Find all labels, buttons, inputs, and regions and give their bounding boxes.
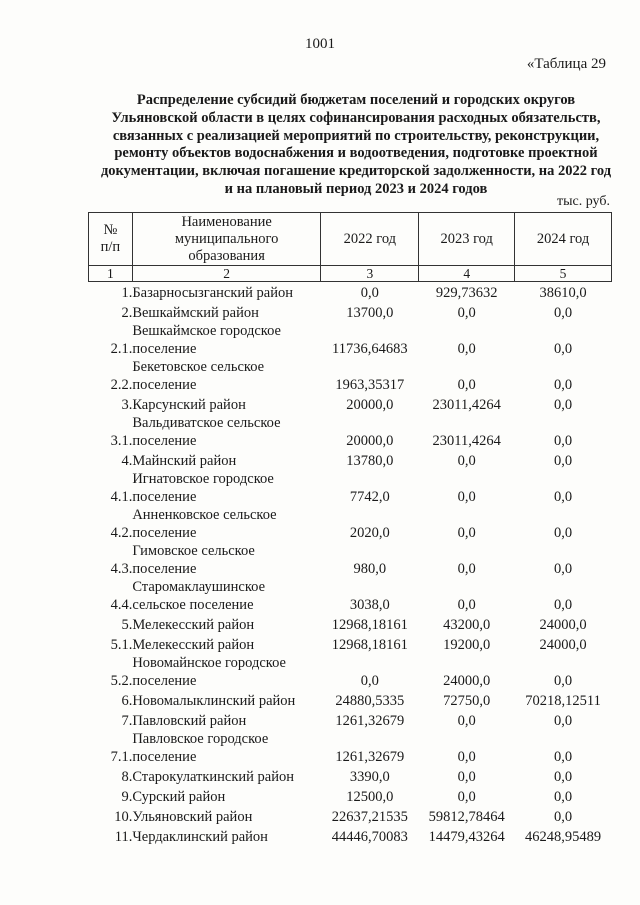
municipality-name-line: поселение xyxy=(132,377,197,393)
table-row xyxy=(89,806,612,826)
row-number: 6. xyxy=(121,693,133,709)
municipality-name-line: сельское поселение xyxy=(132,597,254,613)
value-2023: 0,0 xyxy=(457,377,476,393)
value-2023: 0,0 xyxy=(457,597,476,613)
municipality-name xyxy=(132,302,321,322)
row-number: 2.1. xyxy=(110,341,133,357)
column-index: 1 xyxy=(89,266,133,282)
value-2023: 0,0 xyxy=(457,305,476,321)
municipality-name-line: поселение xyxy=(132,749,197,765)
value-2024: 0,0 xyxy=(553,809,573,825)
municipality-name-line: Мелекесский район xyxy=(132,617,255,633)
municipality-name-line: Павловское городское xyxy=(132,731,269,747)
table-row xyxy=(89,634,612,654)
municipality-name xyxy=(132,414,321,450)
value-2022: 0,0 xyxy=(360,673,379,689)
document-title: Распределение субсидий бюджетам поселений и городских округов Ульяновской области в целях софинансирования расходных обязательств, связанных с реализацией мероприятий по строительству, реконструкции, ремонту объектов водоснабжения и водоотведения, подготовке проектной документации, включая погашение кредиторской задолженности, на 2022 год и на плановый период 2023 и 2024 годов xyxy=(100,92,612,197)
value-2022: 13700,0 xyxy=(346,305,394,321)
value-2022: 44446,70083 xyxy=(331,829,408,845)
value-2022: 0,0 xyxy=(360,285,379,301)
header-number-line: п/п xyxy=(100,239,121,255)
municipality-name-line: Старокулаткинский район xyxy=(132,769,294,785)
value-2023: 19200,0 xyxy=(443,637,491,653)
header-2022: 2022 год xyxy=(321,213,419,266)
header-number xyxy=(89,213,133,266)
municipality-name xyxy=(132,358,321,394)
table-row xyxy=(89,450,612,470)
row-number: 5.2. xyxy=(110,673,133,689)
value-2022: 12968,18161 xyxy=(331,637,408,653)
value-2024: 0,0 xyxy=(553,341,573,357)
value-2024: 0,0 xyxy=(553,453,573,469)
row-number: 2.2. xyxy=(110,377,133,393)
value-2024: 0,0 xyxy=(553,673,573,689)
value-2022: 13780,0 xyxy=(346,453,394,469)
value-2024: 0,0 xyxy=(553,561,573,577)
value-2023: 23011,4264 xyxy=(432,433,501,449)
value-2023: 0,0 xyxy=(457,525,476,541)
value-2022: 22637,21535 xyxy=(331,809,408,825)
value-2022: 24880,5335 xyxy=(335,693,405,709)
municipality-name-line: Карсунский район xyxy=(132,397,246,413)
row-number: 2. xyxy=(121,305,133,321)
value-2024: 24000,0 xyxy=(539,617,587,633)
municipality-name xyxy=(132,506,321,542)
page-number: 1001 xyxy=(305,36,335,52)
municipality-name-line: Анненковское сельское xyxy=(132,507,277,523)
municipality-name-line: Новомалыклинский район xyxy=(132,693,296,709)
row-number: 4. xyxy=(121,453,133,469)
value-2023: 0,0 xyxy=(457,489,476,505)
table-row xyxy=(89,470,612,506)
value-2024: 0,0 xyxy=(553,769,573,785)
municipality-name xyxy=(132,282,321,303)
municipality-name xyxy=(132,470,321,506)
value-2024: 0,0 xyxy=(553,377,573,393)
value-2023: 24000,0 xyxy=(443,673,491,689)
row-number: 4.3. xyxy=(110,561,133,577)
municipality-name xyxy=(132,634,321,654)
value-2022: 2020,0 xyxy=(349,525,390,541)
row-number: 4.1. xyxy=(110,489,133,505)
value-2023: 72750,0 xyxy=(443,693,491,709)
municipality-name xyxy=(132,654,321,690)
municipality-name xyxy=(132,826,321,846)
subsidy-table xyxy=(88,212,612,846)
municipality-name-line: поселение xyxy=(132,673,197,689)
municipality-name xyxy=(132,786,321,806)
value-2024: 0,0 xyxy=(553,305,573,321)
value-2024: 46248,95489 xyxy=(524,829,602,845)
value-2024: 0,0 xyxy=(553,525,573,541)
value-2024: 24000,0 xyxy=(539,637,587,653)
municipality-name-line: Базарносызганский район xyxy=(132,285,294,301)
row-number: 4.2. xyxy=(110,525,133,541)
table-row xyxy=(89,506,612,542)
municipality-name-line: поселение xyxy=(132,525,197,541)
value-2023: 929,73632 xyxy=(435,285,498,301)
value-2023: 0,0 xyxy=(457,713,476,729)
municipality-name-line: поселение xyxy=(132,489,197,505)
value-2023: 59812,78464 xyxy=(428,809,505,825)
table-row xyxy=(89,786,612,806)
value-2023: 0,0 xyxy=(457,789,476,805)
municipality-name-line: Павловский район xyxy=(132,713,247,729)
value-2022: 1261,32679 xyxy=(335,713,405,729)
table-row xyxy=(89,710,612,730)
value-2023: 0,0 xyxy=(457,453,476,469)
value-2024: 0,0 xyxy=(553,789,573,805)
header-name-line: Наименование xyxy=(181,213,272,230)
table-row xyxy=(89,542,612,578)
table-row xyxy=(89,282,612,303)
value-2022: 7742,0 xyxy=(349,489,390,505)
table-row xyxy=(89,302,612,322)
value-2022: 20000,0 xyxy=(346,433,394,449)
table-header-row xyxy=(89,213,612,266)
row-number: 3. xyxy=(121,397,133,413)
column-index: 5 xyxy=(515,266,612,282)
value-2022: 11736,64683 xyxy=(332,341,408,357)
municipality-name xyxy=(132,542,321,578)
table-row xyxy=(89,614,612,634)
municipality-name xyxy=(132,766,321,786)
row-number: 5. xyxy=(121,617,133,633)
value-2023: 43200,0 xyxy=(443,617,491,633)
value-2023: 0,0 xyxy=(457,749,476,765)
value-2024: 0,0 xyxy=(553,433,573,449)
header-name-line: муниципального xyxy=(174,230,279,247)
value-2023: 0,0 xyxy=(457,769,476,785)
header-name-line: образования xyxy=(188,247,265,264)
header-2024: 2024 год xyxy=(515,213,612,266)
municipality-name-line: Мелекесский район xyxy=(132,637,255,653)
row-number: 5.1. xyxy=(110,637,133,653)
value-2022: 1261,32679 xyxy=(335,749,405,765)
value-2022: 12968,18161 xyxy=(331,617,408,633)
row-number: 10. xyxy=(114,809,133,825)
municipality-name-line: Гимовское сельское xyxy=(132,543,255,559)
value-2022: 3390,0 xyxy=(349,769,390,785)
row-number: 4.4. xyxy=(110,597,133,613)
municipality-name-line: Сурский район xyxy=(132,789,226,805)
municipality-name-line: Вешкаймский район xyxy=(132,305,259,321)
municipality-name xyxy=(132,710,321,730)
header-number-line: № xyxy=(103,222,118,238)
table-row xyxy=(89,766,612,786)
value-2024: 0,0 xyxy=(553,749,573,765)
value-2023: 0,0 xyxy=(457,561,476,577)
column-index: 3 xyxy=(321,266,419,282)
municipality-name xyxy=(132,450,321,470)
table-row xyxy=(89,690,612,710)
row-number: 8. xyxy=(121,769,133,785)
municipality-name-line: поселение xyxy=(132,433,197,449)
table-row xyxy=(89,654,612,690)
value-2022: 1963,35317 xyxy=(335,377,405,393)
value-2024: 38610,0 xyxy=(539,285,587,301)
municipality-name xyxy=(132,806,321,826)
municipality-name-line: Вальдиватское сельское xyxy=(132,415,281,431)
municipality-name-line: Чердаклинский район xyxy=(132,829,268,845)
value-2024: 0,0 xyxy=(553,397,573,413)
value-2023: 0,0 xyxy=(457,341,476,357)
table-row xyxy=(89,414,612,450)
value-2022: 3038,0 xyxy=(349,597,390,613)
value-2023: 23011,4264 xyxy=(432,397,501,413)
column-index-row xyxy=(89,266,612,282)
value-2022: 20000,0 xyxy=(346,397,394,413)
municipality-name xyxy=(132,730,321,766)
table-row xyxy=(89,578,612,614)
municipality-name-line: Вешкаймское городское xyxy=(132,323,281,339)
municipality-name-line: поселение xyxy=(132,341,197,357)
table-body xyxy=(89,282,612,847)
row-number: 3.1. xyxy=(110,433,133,449)
municipality-name xyxy=(132,578,321,614)
table-row xyxy=(89,826,612,846)
row-number: 9. xyxy=(121,789,133,805)
value-2022: 12500,0 xyxy=(346,789,394,805)
table-reference: «Таблица 29 xyxy=(526,56,606,72)
value-2024: 0,0 xyxy=(553,489,573,505)
municipality-name xyxy=(132,322,321,358)
municipality-name-line: Майнский район xyxy=(132,453,237,469)
municipality-name xyxy=(132,690,321,710)
units-label: тыс. руб. xyxy=(557,194,610,209)
municipality-name xyxy=(132,614,321,634)
municipality-name-line: Игнатовское городское xyxy=(132,471,274,487)
municipality-name-line: Старомаклаушинское xyxy=(132,579,266,595)
table-row xyxy=(89,322,612,358)
value-2024: 0,0 xyxy=(553,713,573,729)
column-index: 4 xyxy=(419,266,515,282)
header-name xyxy=(132,213,321,266)
municipality-name xyxy=(132,394,321,414)
table-row xyxy=(89,358,612,394)
municipality-name-line: Ульяновский район xyxy=(132,809,253,825)
header-2023: 2023 год xyxy=(419,213,515,266)
value-2024: 70218,12511 xyxy=(525,693,601,709)
row-number: 1. xyxy=(121,285,133,301)
municipality-name-line: поселение xyxy=(132,561,197,577)
value-2023: 14479,43264 xyxy=(428,829,505,845)
municipality-name-line: Новомайнское городское xyxy=(132,655,286,671)
value-2024: 0,0 xyxy=(553,597,573,613)
table-row xyxy=(89,394,612,414)
municipality-name-line: Бекетовское сельское xyxy=(132,359,265,375)
row-number: 7.1. xyxy=(110,749,133,765)
column-index: 2 xyxy=(132,266,321,282)
value-2022: 980,0 xyxy=(353,561,387,577)
row-number: 11. xyxy=(114,829,133,845)
row-number: 7. xyxy=(121,713,133,729)
table-row xyxy=(89,730,612,766)
